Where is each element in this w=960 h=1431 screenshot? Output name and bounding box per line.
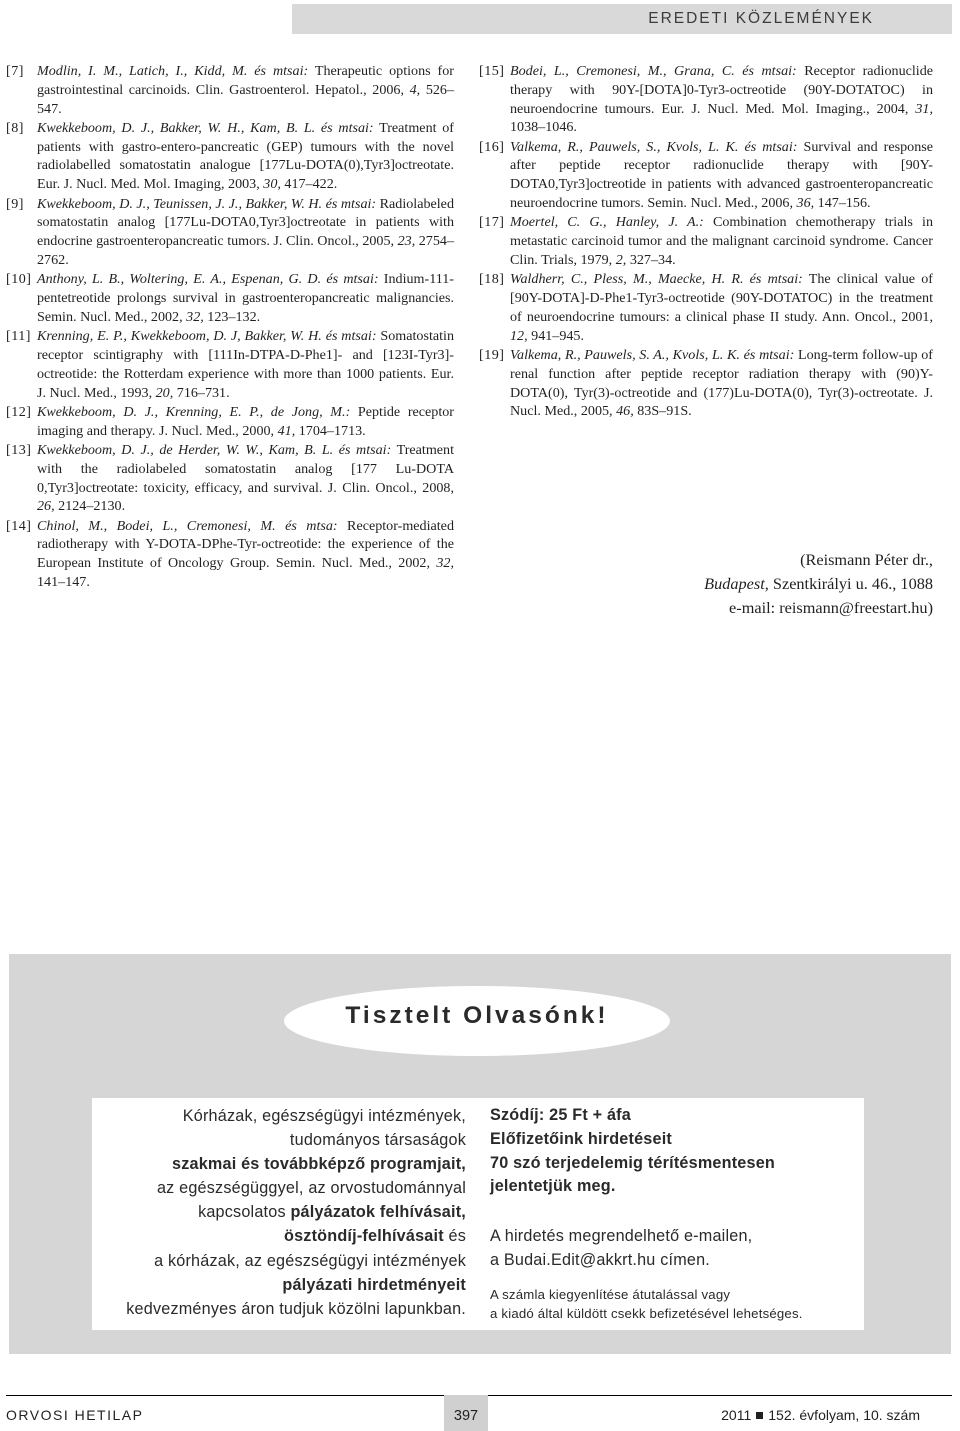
ad-left-bold: ösztöndíj-felhívásait (283, 1227, 444, 1246)
reference-pages: 147–156. (814, 195, 871, 212)
reference-authors: Kwekkeboom, D. J., Krenning, E. P., de Jong, M.: (37, 403, 351, 420)
reference-source: Survival and response after peptide receptor radionuclide therapy with [90Y-DOTA0,Tyr3]octreotide in patients with advanced gastroenteropancreatic neuroendocrine tumors. Semin. Nucl. Med., 2006, (510, 138, 933, 212)
reference-number: [11] (6, 328, 31, 345)
reference-pages: 123–132. (203, 308, 261, 325)
reference-source: Treatment with the radiolabeled somatostatin analog [177 Lu-DOTA 0,Tyr3]octreotate: toxicity, efficacy, and survival. J. Clin. Oncol., 2008, (37, 441, 454, 496)
reference-pages: 141–147. (37, 574, 90, 591)
reference-item (6, 327, 454, 402)
reference-volume: 26, (37, 498, 55, 515)
reference-text (37, 327, 454, 402)
reference-pages: 526–547. (37, 81, 455, 117)
reference-text (37, 403, 454, 441)
ad-left-line (126, 1200, 466, 1224)
reference-number: [8] (6, 119, 24, 136)
reference-source: Receptor radionuclide therapy with 90Y-[DOTA]0-Tyr3-octreotide (90Y-DOTATOC) in neuroendocrine tumours. Eur. J. Nucl. Med. Mol. Imaging., 2004, (510, 63, 934, 117)
reference-volume: 2, (615, 251, 627, 268)
ad-left-line: pályázati hirdetményeit (282, 1275, 466, 1294)
signature-address (704, 572, 933, 596)
ad-left-line: szakmai és továbbképző programjait, (172, 1155, 466, 1174)
reference-number: [7] (6, 63, 24, 79)
reference-source: Somatostatin receptor scintigraphy with [111In-DTPA-D-Phe1]- and [123I-Tyr3]-octreotide: the Rotterdam experience with more than 1000 patients. Eur. J. Nucl. Med., 1993, (37, 328, 454, 401)
reference-authors: Chinol, M., Bodei, L., Cremonesi, M. és mtsa: (37, 517, 338, 534)
ad-right-line: 70 szó terjedelemig térítésmentesen (490, 1153, 776, 1172)
signature-email: e-mail: reismann@freestart.hu) (729, 598, 933, 617)
ad-left-line: Kórházak, egészségügyi intézmények, (182, 1107, 466, 1125)
journal-name: ORVOSI HETILAP (6, 1407, 144, 1423)
ad-left-line (126, 1224, 466, 1248)
reference-item (6, 62, 454, 118)
reference-authors: Waldherr, C., Pless, M., Maecke, H. R. és mtsai: (510, 271, 803, 288)
ad-right-line: Előfizetőink hirdetéseit (490, 1129, 672, 1148)
reference-item (6, 195, 454, 270)
reference-volume: 31, (915, 100, 933, 117)
reference-item (479, 270, 933, 345)
reference-text (37, 119, 454, 194)
reference-source: Long-term follow-up of renal function after peptide receptor radiation therapy with (90)Y-DOTA(0), Tyr(3)-octreotide and (177)Lu-DOTA(0), Tyr(3)-octreotate. J. Nucl. Med., 2005, (510, 346, 933, 420)
reference-authors: Kwekkeboom, D. J., de Herder, W. W., Kam, B. L. és mtsai: (37, 441, 392, 458)
reference-text (510, 213, 933, 269)
reference-number: [14] (6, 517, 32, 534)
reference-text (37, 517, 454, 592)
reference-number: [12] (6, 403, 32, 420)
reference-item (479, 138, 933, 213)
reference-pages: 1704–1713. (295, 422, 366, 439)
ad-right-line: jelentetjük meg. (490, 1177, 616, 1196)
reference-volume: 32, (186, 308, 204, 325)
reference-authors: Valkema, R., Pauwels, S., Kvols, L. K. és mtsai: (510, 138, 798, 155)
ad-left-line: tudományos társaságok (289, 1131, 466, 1150)
reference-pages: 327–34. (626, 251, 676, 268)
reference-number: [17] (479, 214, 505, 231)
advertisement-box (9, 954, 951, 1354)
reference-pages: 417–422. (280, 176, 338, 193)
reference-text (510, 62, 933, 137)
reference-number: [13] (6, 441, 32, 458)
reference-authors: Moertel, C. G., Hanley, J. A.: (510, 214, 704, 231)
reference-item (6, 119, 454, 194)
reference-number: [19] (479, 346, 505, 363)
reference-authors: Valkema, R., Pauwels, S. A., Kvols, L. K. és mtsai: (510, 346, 795, 363)
signature-name: (Reismann Péter dr., (800, 550, 933, 569)
ad-left-pane (92, 1098, 478, 1330)
issue-year: 2011 (721, 1407, 752, 1423)
reference-volume: 4, (409, 81, 421, 98)
reference-source: Indium-111-pentetreotide prolongs survival in gastroenteropancreatic malignancies. Semin. Nucl. Med., 2002, (37, 271, 454, 325)
reference-source: Treatment of patients with gastro-entero-pancreatic (GEP) tumours with the novel radiolabelled somatostatin analogue [177Lu-DOTA(0),Tyr3]octreotate. Eur. J. Nucl. Med. Mol. Imaging, 2003, (37, 119, 454, 193)
reference-authors: Modlin, I. M., Latich, I., Kidd, M. és mtsai: (37, 63, 309, 79)
reference-number: [10] (6, 271, 32, 288)
reference-item (6, 441, 454, 516)
reference-authors: Anthony, L. B., Woltering, E. A., Espenan, G. D. és mtsai: (37, 271, 379, 288)
ad-left-text: kapcsolatos (198, 1203, 291, 1222)
reference-source: Combination chemotherapy trials in metastatic carcinoid tumor and the malignant carcinoid syndrome. Cancer Clin. Trials, 1979, (510, 214, 933, 268)
reference-number: [9] (6, 195, 24, 212)
reference-volume: 12, (510, 327, 528, 344)
reference-item (6, 270, 454, 326)
reference-number: [15] (479, 63, 505, 79)
square-bullet-icon (756, 1412, 763, 1419)
reference-authors: Kwekkeboom, D. J., Bakker, W. H., Kam, B. L. és mtsai: (37, 119, 374, 136)
page-number-box (444, 1395, 488, 1431)
author-signature (704, 548, 933, 620)
reference-pages: 941–945. (527, 327, 584, 344)
reference-item (479, 213, 933, 269)
reference-text (510, 270, 933, 345)
issue-volume: 152. évfolyam, 10. szám (768, 1407, 920, 1423)
reference-item (6, 403, 454, 441)
reference-item (479, 346, 933, 421)
reference-authors: Bodei, L., Cremonesi, M., Grana, C. és mtsai: (510, 63, 797, 79)
section-banner (292, 4, 952, 34)
reference-text (37, 195, 454, 270)
reference-volume: 30, (263, 176, 281, 193)
reference-volume: 32, (436, 555, 454, 572)
reference-source: Receptor-mediated radiotherapy with Y-DOTA-DPhe-Tyr-octreotide: the experience of the European Institute of Oncology Group. Semin. Nucl. Med., 2002, (37, 517, 454, 572)
reference-source: Radiolabeled somatostatin analog [177Lu-DOTA0,Tyr3]octreotate in patients with endocrine gastroenteropancreatic tumors. J. Clin. Oncol., 2005, (37, 195, 454, 250)
ad-left-line: az egészségüggyel, az orvostudománnyal (156, 1179, 466, 1198)
reference-number: [18] (479, 271, 505, 288)
reference-number: [16] (479, 138, 505, 155)
ad-left-line: a kórházak, az egészségügyi intézmények (154, 1251, 466, 1270)
reference-pages: 2124–2130. (54, 498, 126, 515)
reference-volume: 41, (277, 422, 296, 439)
section-label: EREDETI KÖZLEMÉNYEK (648, 10, 874, 27)
signature-street: Szentkirályi u. 46., 1088 (768, 574, 933, 593)
reference-text (510, 138, 933, 213)
reference-text (510, 346, 933, 421)
reference-pages: 83S–91S. (633, 403, 692, 420)
issue-info (721, 1407, 920, 1423)
page-footer (0, 1395, 960, 1431)
reference-source: Therapeutic options for gastrointestinal carcinoids. Clin. Gastroenterol. Hepatol., 2006, (37, 63, 454, 98)
ad-right-pane (478, 1098, 864, 1330)
reference-source: Peptide receptor imaging and therapy. J. Nucl. Med., 2000, (37, 403, 455, 439)
ad-contact-email: a Budai.Edit@akkrt.hu címen. (490, 1250, 710, 1269)
ad-left-bold: pályázatok felhívásait, (290, 1203, 466, 1222)
ad-price: Szódíj: 25 Ft + áfa (490, 1106, 631, 1124)
reference-item (479, 62, 933, 137)
reference-source: The clinical value of [90Y-DOTA]-D-Phe1-Tyr3-octreotide (90Y-DOTATOC) in the treatment of neuroendocrine tumours: a clinical phase II study. Ann. Oncol., 2001, (510, 271, 933, 325)
ad-right-note: a kiadó által küldött csekk befizetésével lehetséges. (490, 1305, 803, 1321)
reference-authors: Kwekkeboom, D. J., Teunissen, J. J., Bakker, W. H. és mtsai: (37, 195, 377, 212)
ad-right-note: A számla kiegyenlítése átutalással vagy (490, 1286, 731, 1302)
reference-pages: 1038–1046. (510, 119, 577, 136)
reference-volume: 20, (155, 384, 174, 401)
reference-pages: 2754–2762. (37, 233, 454, 268)
references-left-column (6, 62, 454, 592)
reference-volume: 46, (616, 403, 634, 420)
ad-right-line: A hirdetés megrendelhető e-mailen, (490, 1227, 753, 1246)
reference-volume: 23, (397, 233, 416, 250)
reference-volume: 36, (796, 195, 815, 212)
ad-title: Tisztelt Olvasónk! (345, 1002, 609, 1029)
reference-text (37, 62, 454, 118)
reference-item (6, 517, 454, 592)
reference-text (37, 270, 454, 326)
page-number: 397 (453, 1408, 479, 1424)
references-right-column (479, 62, 933, 422)
reference-authors: Krenning, E. P., Kwekkeboom, D. J, Bakker, W. H. és mtsai: (37, 328, 377, 345)
reference-text (37, 441, 454, 516)
signature-city: Budapest, (704, 574, 769, 593)
ad-title-ellipse (284, 986, 670, 1056)
ad-left-line: kedvezményes áron tudjuk közölni lapunkban. (126, 1299, 466, 1318)
reference-pages: 716–731. (173, 384, 230, 401)
ad-left-text: és (443, 1227, 466, 1246)
